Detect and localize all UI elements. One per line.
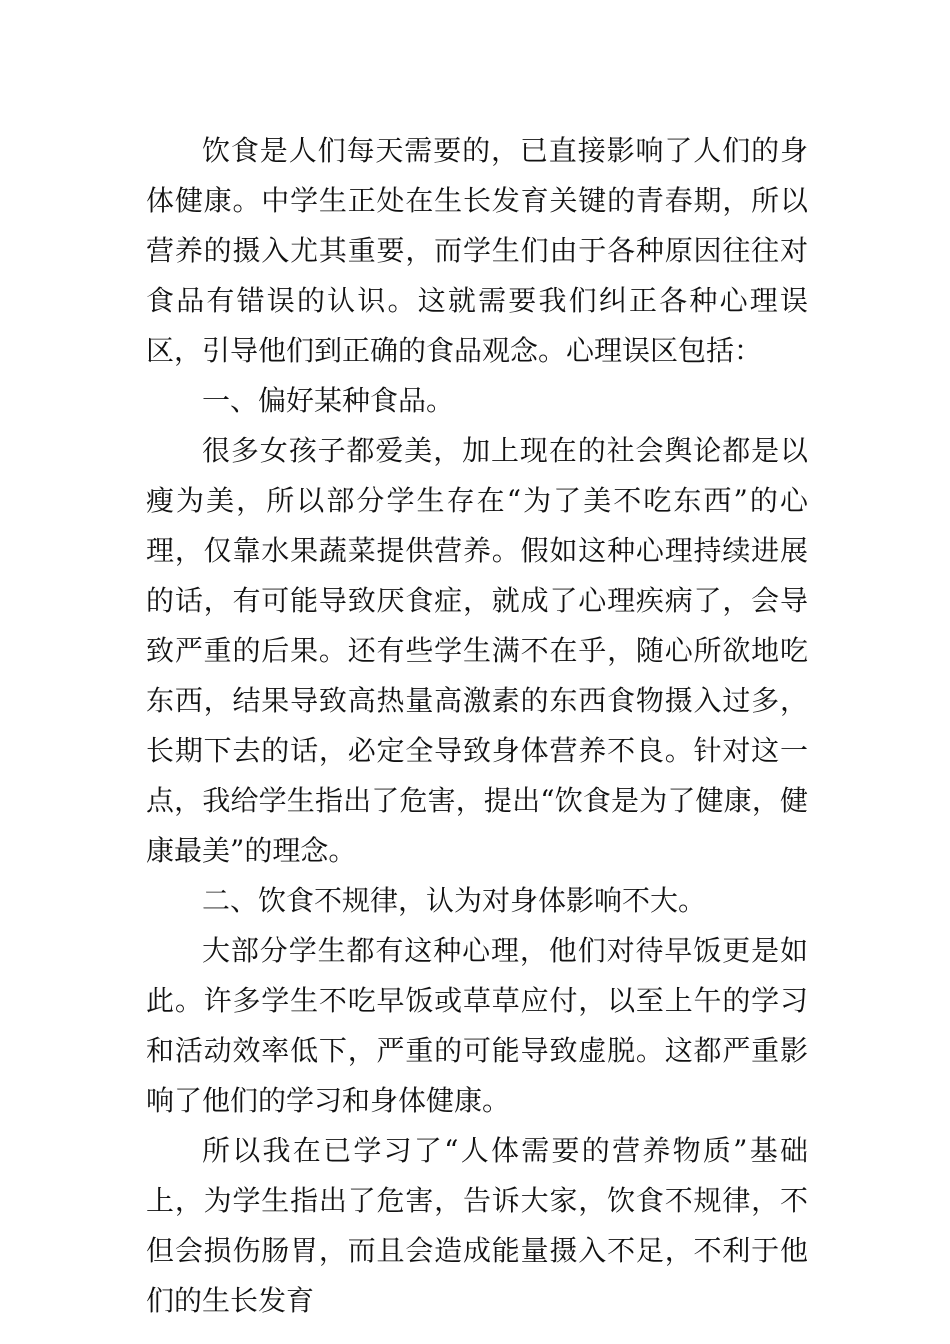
heading-point-one: 一、偏好某种食品。 (202, 384, 455, 417)
paragraph-point-two: 大部分学生都有这种心理，他们对待早饭更是如此。许多学生不吃早饭或草草应付，以至上午的学习和活动效率低下，严重的可能导致虚脱。这都严重影响了他们的学习和身体健康。 (146, 934, 808, 1117)
document-body (146, 126, 808, 1326)
paragraph-conclusion: 所以我在已学习了“人体需要的营养物质”基础上，为学生指出了危害，告诉大家，饮食不规律，不但会损伤肠胃，而且会造成能量摄入不足，不利于他们的生长发育 (146, 1134, 808, 1317)
heading-point-two: 二、饮食不规律，认为对身体影响不大。 (202, 884, 707, 917)
paragraph-intro: 饮食是人们每天需要的，已直接影响了人们的身体健康。中学生正处在生长发育关键的青春期，所以营养的摄入尤其重要，而学生们由于各种原因往往对食品有错误的认识。这就需要我们纠正各种心理误区，引导他们到正确的食品观念。心理误区包括： (146, 134, 808, 367)
paragraph-point-one: 很多女孩子都爱美，加上现在的社会舆论都是以瘦为美，所以部分学生存在“为了美不吃东西”的心理，仅靠水果蔬菜提供营养。假如这种心理持续进展的话，有可能导致厌食症，就成了心理疾病了，会导致严重的后果。还有些学生满不在乎，随心所欲地吃东西，结果导致高热量高激素的东西食物摄入过多，长期下去的话，必定全导致身体营养不良。针对这一点，我给学生指出了危害，提出“饮食是为了健康，健康最美”的理念。 (146, 434, 808, 867)
